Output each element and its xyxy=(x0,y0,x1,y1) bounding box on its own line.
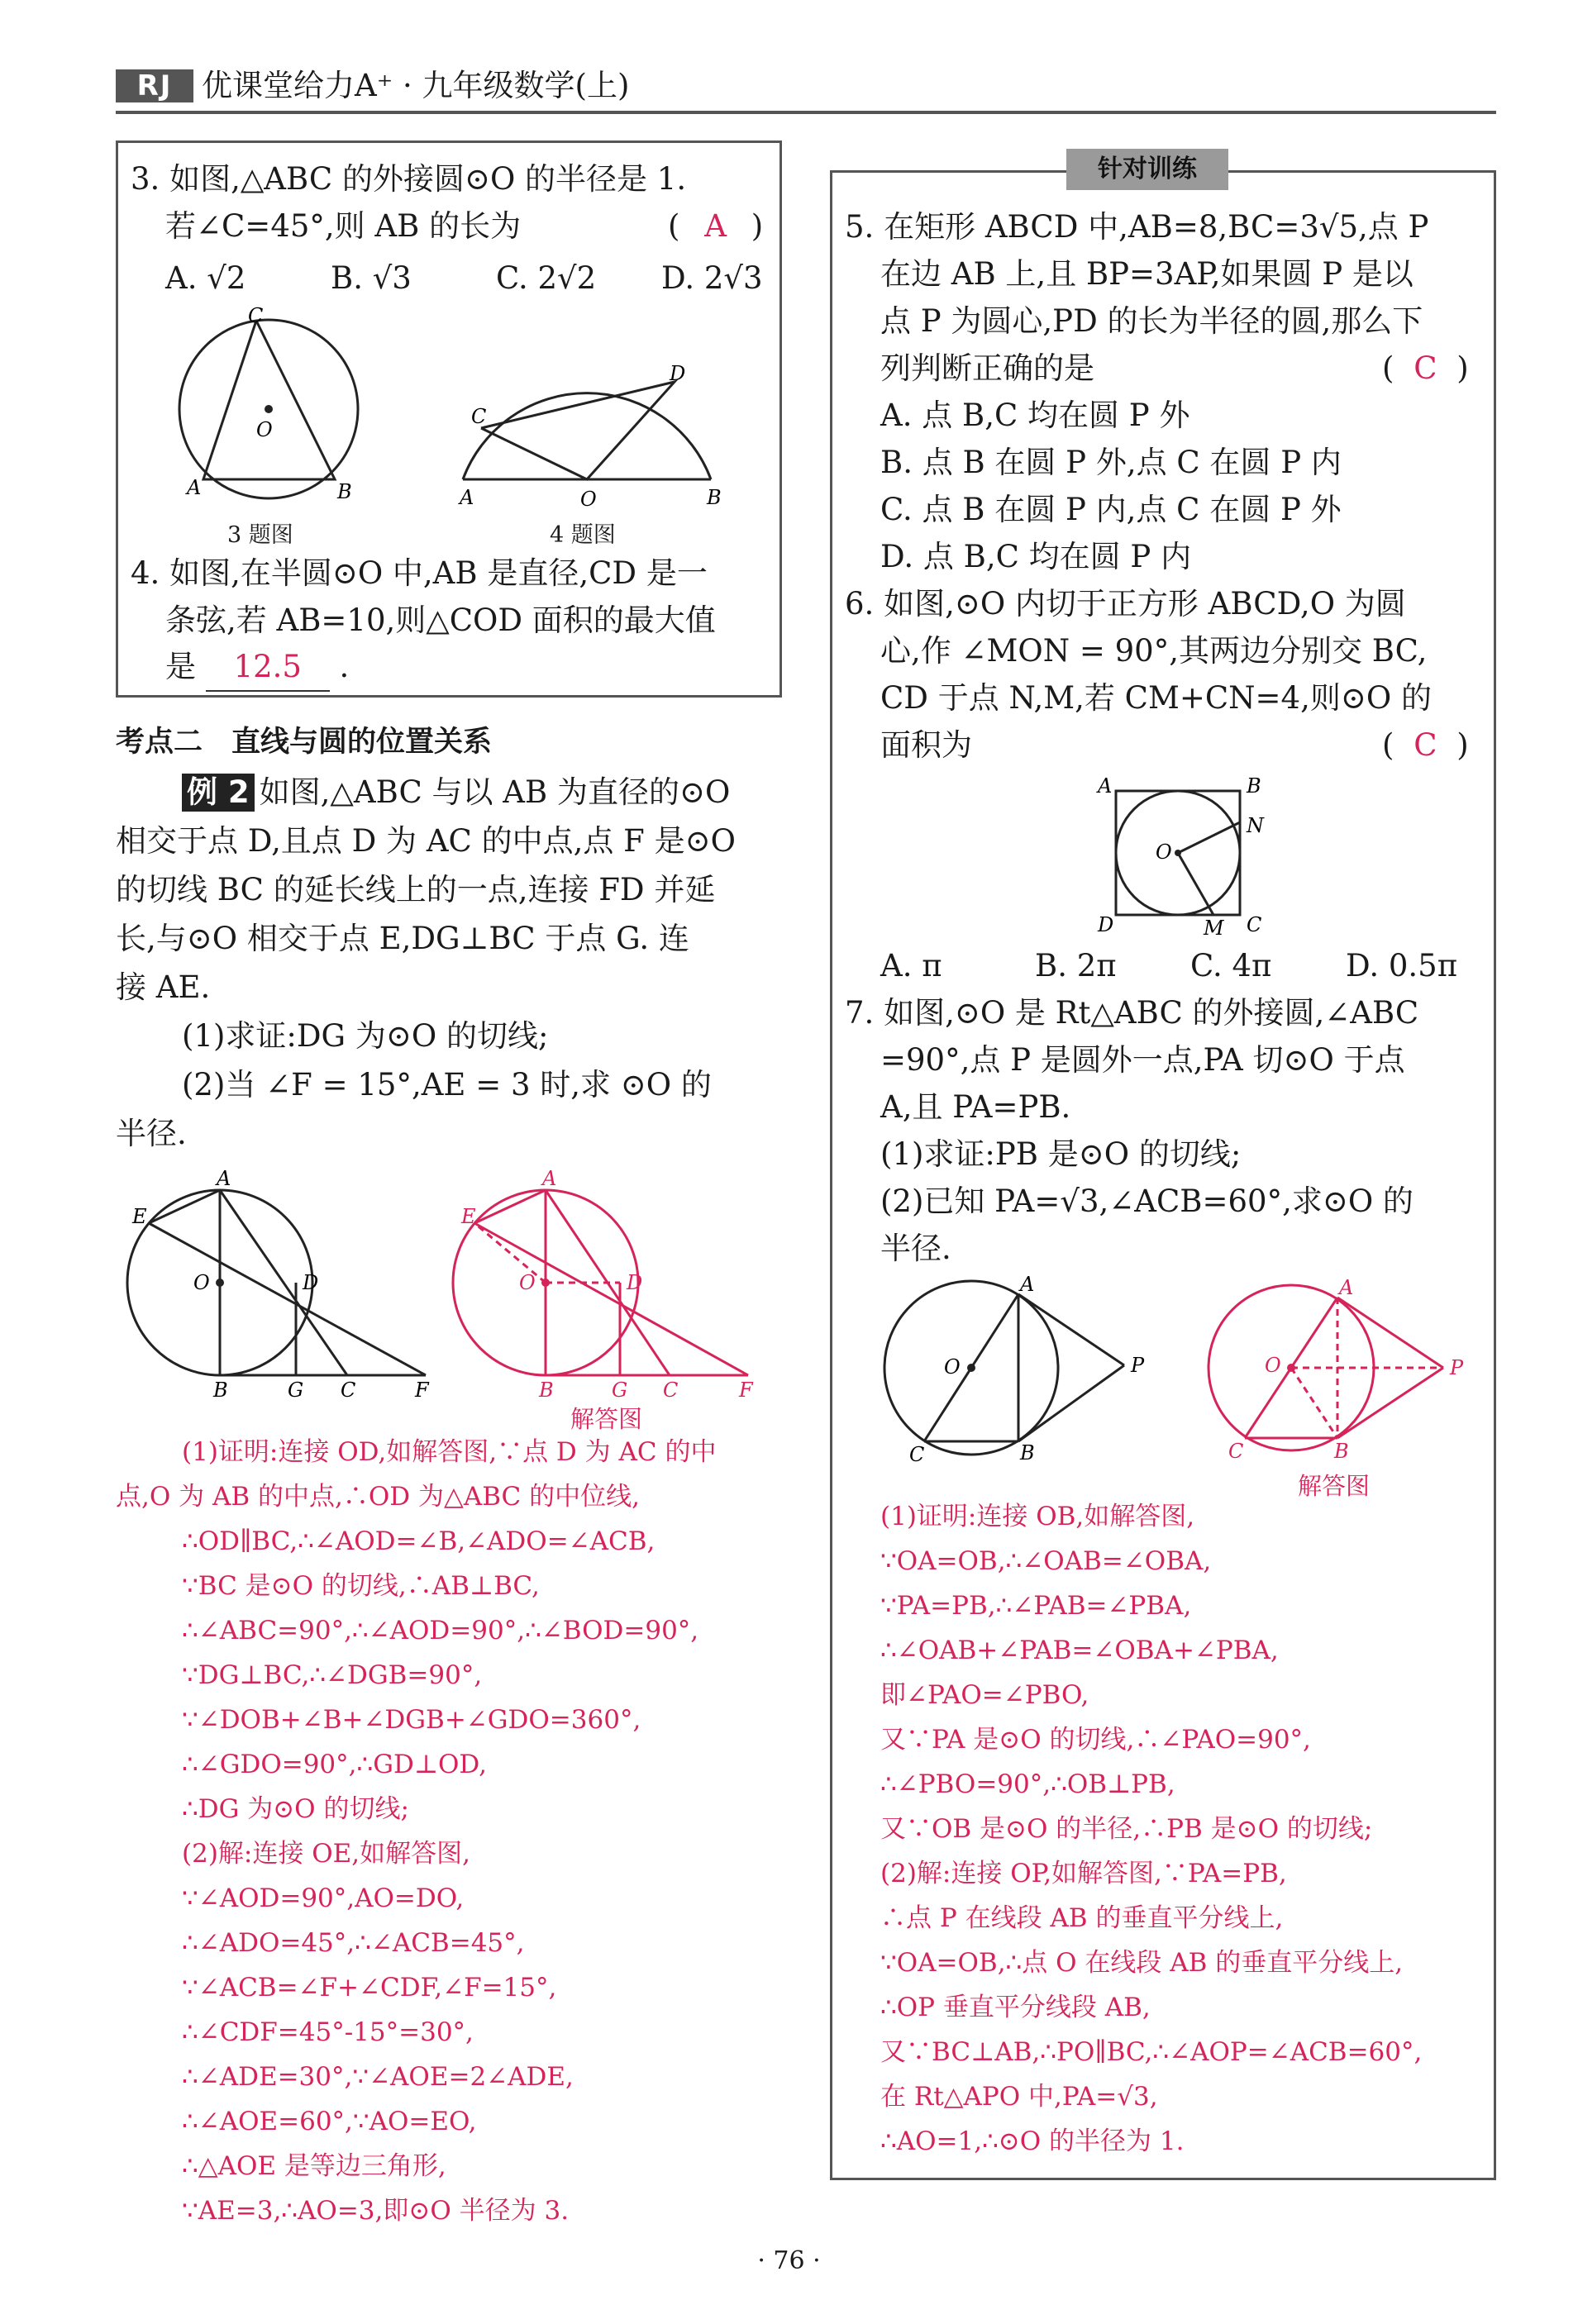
q5-line-4: 列判断正确的是 xyxy=(880,350,1094,386)
q4-answer: 12.5 xyxy=(206,643,330,692)
section-2-title: 考点二 直线与圆的位置关系 xyxy=(116,726,493,759)
q7s-line-ob xyxy=(1291,1368,1337,1438)
ex2-line-ef xyxy=(149,1223,426,1375)
q7-sol-4: ∴∠OAB+∠PAB=∠OBA+∠PBA, xyxy=(880,1636,1279,1665)
q7-sol-2: ∵OA=OB,∴∠OAB=∠OBA, xyxy=(880,1546,1212,1576)
q3-option-d: D. 2√3 xyxy=(661,260,763,296)
header-rule xyxy=(116,111,1496,114)
q7-line-2: =90°,点 P 是圆外一点,PA 切⊙O 于点 xyxy=(880,1042,1405,1078)
q7-sol-1: (1)证明:连接 OB,如解答图, xyxy=(880,1502,1195,1531)
example2-line-3: 的切线 BC 的延长线上的一点,连接 FD 并延 xyxy=(116,872,716,907)
ex2-sol-10: (2)解:连接 OE,如解答图, xyxy=(182,1839,470,1869)
q7-sol-13: 又∵BC⊥AB,∴PO∥BC,∴∠AOP=∠ACB=60°, xyxy=(880,2037,1423,2067)
series-badge: RJ xyxy=(116,69,193,102)
example2-tag: 例 2 xyxy=(182,774,255,812)
q7-label-b: B xyxy=(1020,1441,1035,1464)
q7-solution-caption: 解答图 xyxy=(1298,1472,1371,1500)
q7-line-6: 半径. xyxy=(880,1231,951,1266)
q6-answer: C xyxy=(1414,727,1437,763)
example2-line-4: 长,与⊙O 相交于点 E,DG⊥BC 于点 G. 连 xyxy=(116,921,689,956)
q3-label-b: B xyxy=(337,480,352,503)
ex2s-label-c: C xyxy=(663,1379,679,1402)
q7s-center-dot xyxy=(1287,1364,1295,1372)
ex2s-label-f: F xyxy=(739,1379,753,1402)
q4-label-b: B xyxy=(707,486,722,509)
q6-label-o: O xyxy=(1156,841,1172,864)
q7-sol-8: 又∵OB 是⊙O 的半径,∴PB 是⊙O 的切线; xyxy=(880,1814,1373,1844)
q4-label-d: D xyxy=(670,362,686,385)
q7-sol-6: 又∵PA 是⊙O 的切线,∴∠PAO=90°, xyxy=(880,1725,1311,1755)
q3-answer: A xyxy=(704,208,727,244)
example2-line-5: 接 AE. xyxy=(116,969,211,1005)
ex2s-center-dot xyxy=(541,1279,550,1287)
q7-line-4: (1)求证:PB 是⊙O 的切线; xyxy=(880,1136,1242,1172)
q5-line-1: 5. 在矩形 ABCD 中,AB=8,BC=3√5,点 P xyxy=(845,209,1429,245)
q4-figure-caption: 4 题图 xyxy=(550,522,616,548)
example2-solution-caption: 解答图 xyxy=(570,1405,643,1433)
practice-tag: 针对训练 xyxy=(1066,149,1228,190)
q4-figure xyxy=(455,364,736,512)
q6-line-1: 6. 如图,⊙O 内切于正方形 ABCD,O 为圆 xyxy=(845,586,1406,621)
q3-line-2: 若∠C=45°,则 AB 的长为 xyxy=(165,208,522,244)
q3-bracket-right: ) xyxy=(751,208,764,244)
example2-line-6: (1)求证:DG 为⊙O 的切线; xyxy=(182,1018,549,1054)
q5-line-2: 在边 AB 上,且 BP=3AP,如果圆 P 是以 xyxy=(880,256,1414,292)
q7s-label-o: O xyxy=(1265,1354,1281,1377)
ex2-line-ae xyxy=(149,1190,220,1223)
q7-sol-15: ∴AO=1,∴⊙O 的半径为 1. xyxy=(880,2126,1185,2156)
ex2-sol-17: ∴△AOE 是等边三角形, xyxy=(182,2151,446,2181)
q7-line-5: (2)已知 PA=√3,∠ACB=60°,求⊙O 的 xyxy=(880,1183,1414,1219)
ex2-sol-2: 点,O 为 AB 的中点,∴OD 为△ABC 的中位线, xyxy=(116,1482,640,1512)
example2-text-1: 如图,△ABC 与以 AB 为直径的⊙O xyxy=(259,774,731,810)
q7-sol-5: 即∠PAO=∠PBO, xyxy=(880,1680,1089,1710)
q4-label-a: A xyxy=(460,486,474,509)
q5-option-a: A. 点 B,C 均在圆 P 外 xyxy=(880,398,1190,433)
page-number: · 76 · xyxy=(757,2246,821,2275)
q6-option-d: D. 0.5π xyxy=(1346,948,1458,983)
ex2s-label-e: E xyxy=(461,1205,476,1228)
ex2-sol-18: ∵AE=3,∴AO=3,即⊙O 半径为 3. xyxy=(182,2196,570,2226)
q3-figure xyxy=(165,306,380,504)
q5-option-b: B. 点 B 在圆 P 外,点 C 在圆 P 内 xyxy=(880,445,1342,480)
q3-label-c: C xyxy=(248,304,264,327)
q7-line-3: A,且 PA=PB. xyxy=(880,1089,1071,1125)
q7-sol-9: (2)解:连接 OP,如解答图,∵PA=PB, xyxy=(880,1859,1287,1888)
q7s-line-pa xyxy=(1337,1298,1443,1368)
ex2-sol-16: ∴∠AOE=60°,∵AO=EO, xyxy=(182,2107,477,2136)
q7-sol-3: ∵PA=PB,∴∠PAB=∠PBA, xyxy=(880,1591,1192,1621)
q3-option-a: A. √2 xyxy=(165,260,246,296)
q5-answer-bracket: ( C ) xyxy=(1382,350,1469,386)
q3-bracket-left: ( xyxy=(668,208,680,244)
ex2-sol-9: ∴DG 为⊙O 的切线; xyxy=(182,1794,409,1824)
ex2-label-f: F xyxy=(415,1379,429,1402)
q7-line-1: 7. 如图,⊙O 是 Rt△ABC 的外接圆,∠ABC xyxy=(845,995,1419,1031)
example2-line-8: 半径. xyxy=(116,1116,187,1151)
q7-sol-12: ∴OP 垂直平分线段 AB, xyxy=(880,1993,1151,2022)
ex2s-label-o: O xyxy=(519,1271,536,1294)
q6-center-dot xyxy=(1175,850,1181,856)
q6-label-c: C xyxy=(1247,913,1262,936)
ex2-label-a: A xyxy=(217,1167,231,1190)
q6-option-a: A. π xyxy=(880,948,942,983)
q7-sol-7: ∴∠PBO=90°,∴OB⊥PB, xyxy=(880,1769,1175,1799)
q7-label-a: A xyxy=(1020,1273,1035,1296)
q7s-line-pb xyxy=(1337,1368,1443,1438)
ex2s-label-d: D xyxy=(627,1271,643,1294)
example2-line-7: (2)当 ∠F = 15°,AE = 3 时,求 ⊙O 的 xyxy=(182,1067,712,1102)
q3-label-o: O xyxy=(256,418,273,441)
ex2s-label-b: B xyxy=(539,1379,554,1402)
q5-line-3: 点 P 为圆心,PD 的长为半径的圆,那么下 xyxy=(880,303,1423,339)
q4-label-o: O xyxy=(580,488,597,511)
q6-line-3: CD 于点 N,M,若 CM+CN=4,则⊙O 的 xyxy=(880,680,1432,716)
q7-label-p: P xyxy=(1131,1354,1145,1377)
ex2-center-dot xyxy=(216,1279,224,1287)
q7-sol-10: ∴点 P 在线段 AB 的垂直平分线上, xyxy=(880,1903,1284,1933)
ex2-sol-13: ∵∠ACB=∠F+∠CDF,∠F=15°, xyxy=(182,1973,557,2003)
ex2-line-ac xyxy=(220,1190,347,1375)
q6-line-on xyxy=(1178,822,1240,853)
q3-answer-bracket xyxy=(668,202,763,250)
ex2-label-g: G xyxy=(288,1379,304,1402)
ex2-label-o: O xyxy=(193,1271,210,1294)
q7-sol-11: ∵OA=OB,∴点 O 在线段 AB 的垂直平分线上, xyxy=(880,1948,1404,1978)
ex2-sol-11: ∵∠AOD=90°,AO=DO, xyxy=(182,1883,465,1913)
q4-label-c: C xyxy=(471,405,487,428)
q7s-label-b: B xyxy=(1334,1440,1349,1463)
q3-label-a: A xyxy=(187,476,202,499)
ex2-sol-5: ∴∠ABC=90°,∴∠AOD=90°,∴∠BOD=90°, xyxy=(182,1616,699,1645)
example2-solution-figure xyxy=(461,1165,777,1402)
q7-sol-14: 在 Rt△APO 中,PA=√3, xyxy=(880,2082,1158,2112)
ex2-sol-12: ∴∠ADO=45°,∴∠ACB=45°, xyxy=(182,1928,525,1958)
q6-label-m: M xyxy=(1204,917,1224,940)
q7-line-pb xyxy=(1018,1365,1124,1441)
example2-line-2: 相交于点 D,且点 D 为 AC 的中点,点 F 是⊙O xyxy=(116,823,736,859)
ex2s-label-a: A xyxy=(542,1167,557,1190)
q7-label-c: C xyxy=(909,1443,925,1466)
ex2-sol-7: ∵∠DOB+∠B+∠DGB+∠GDO=360°, xyxy=(182,1705,641,1735)
q6-line-om xyxy=(1178,853,1213,915)
ex2-label-b: B xyxy=(213,1379,228,1402)
q6-line-2: 心,作 ∠MON = 90°,其两边分别交 BC, xyxy=(880,633,1428,669)
q5-option-c: C. 点 B 在圆 P 内,点 C 在圆 P 外 xyxy=(880,492,1342,527)
ex2-label-d: D xyxy=(303,1271,319,1294)
example2-line-1 xyxy=(182,769,730,816)
ex2-sol-14: ∴∠CDF=45°-15°=30°, xyxy=(182,2017,474,2047)
q6-figure xyxy=(1091,773,1290,938)
q4-line-3 xyxy=(165,643,349,692)
q6-option-c: C. 4π xyxy=(1190,948,1272,983)
q7-line-pa xyxy=(1018,1294,1124,1365)
q7-center-dot xyxy=(967,1364,975,1372)
q3-figure-caption: 3 题图 xyxy=(227,522,293,548)
q3-option-b: B. √3 xyxy=(331,260,412,296)
ex2-sol-15: ∴∠ADE=30°,∵∠AOE=2∠ADE, xyxy=(182,2062,574,2092)
q4-triangle xyxy=(481,382,675,479)
ex2-sol-6: ∵DG⊥BC,∴∠DGB=90°, xyxy=(182,1660,483,1690)
q4-suffix: . xyxy=(339,649,350,684)
q3-option-c: C. 2√2 xyxy=(496,260,597,296)
q4-line-1: 4. 如图,在半圆⊙O 中,AB 是直径,CD 是一 xyxy=(131,555,708,591)
q5-answer: C xyxy=(1414,350,1437,386)
q7s-label-c: C xyxy=(1228,1440,1244,1463)
q7s-label-p: P xyxy=(1450,1356,1464,1379)
book-title: 优课堂给力A⁺ · 九年级数学(上) xyxy=(202,68,630,103)
q6-line-4: 面积为 xyxy=(880,727,972,763)
q7-solution-figure xyxy=(1199,1273,1480,1471)
q7-label-o: O xyxy=(944,1355,961,1379)
ex2-label-c: C xyxy=(341,1379,356,1402)
q3-triangle xyxy=(203,321,335,479)
ex2-sol-1: (1)证明:连接 OD,如解答图,∵点 D 为 AC 的中 xyxy=(182,1437,717,1467)
q6-label-a: A xyxy=(1098,774,1113,798)
example2-figure xyxy=(124,1165,438,1402)
q6-option-b: B. 2π xyxy=(1035,948,1117,983)
q4-prefix: 是 xyxy=(165,649,196,684)
q6-label-b: B xyxy=(1247,774,1261,798)
q3-center-dot xyxy=(265,405,273,413)
ex2-sol-8: ∴∠GDO=90°,∴GD⊥OD, xyxy=(182,1750,488,1779)
q7-figure xyxy=(876,1273,1157,1471)
ex2s-label-g: G xyxy=(612,1379,628,1402)
ex2-sol-3: ∴OD∥BC,∴∠AOD=∠B,∠ADO=∠ACB, xyxy=(182,1526,656,1556)
q6-answer-bracket: ( C ) xyxy=(1382,727,1469,763)
q6-label-d: D xyxy=(1098,913,1114,936)
ex2-label-e: E xyxy=(132,1205,147,1228)
q7s-label-a: A xyxy=(1339,1276,1354,1299)
ex2s-line-ae xyxy=(474,1190,546,1223)
q5-option-d: D. 点 B,C 均在圆 P 内 xyxy=(880,539,1192,574)
q4-line-2: 条弦,若 AB=10,则△COD 面积的最大值 xyxy=(165,602,716,638)
ex2-sol-4: ∵BC 是⊙O 的切线,∴AB⊥BC, xyxy=(182,1571,540,1601)
q6-label-n: N xyxy=(1247,814,1264,837)
ex2s-line-ef xyxy=(474,1223,748,1375)
q3-line-1: 3. 如图,△ABC 的外接圆⊙O 的半径是 1. xyxy=(131,161,687,197)
